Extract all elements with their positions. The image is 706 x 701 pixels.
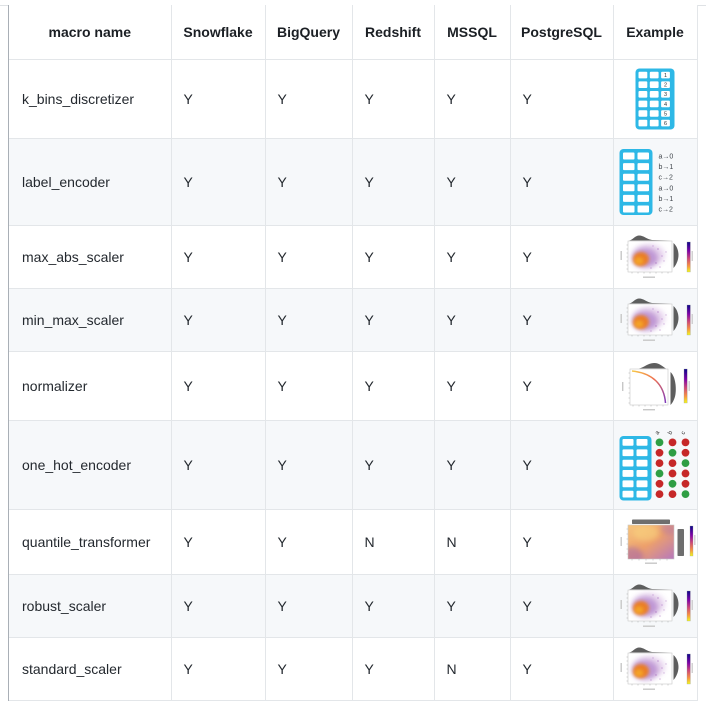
support-cell-postgresql: Y: [510, 139, 613, 226]
svg-text:a→0: a→0: [658, 185, 674, 193]
example-cell: [613, 510, 697, 575]
table-row-min_max_scaler: [9, 289, 697, 352]
support-cell-bigquery: Y: [265, 421, 352, 510]
support-cell-snowflake: Y: [171, 60, 265, 139]
support-cell-mssql: N: [434, 510, 510, 575]
support-cell-mssql: Y: [434, 575, 510, 638]
support-cell-redshift: Y: [352, 421, 434, 510]
support-cell-postgresql: Y: [510, 575, 613, 638]
macro-name-cell: label_encoder: [9, 139, 171, 226]
support-cell-redshift: Y: [352, 60, 434, 139]
svg-text:c→2: c→2: [658, 174, 673, 182]
svg-text:a: a: [654, 430, 662, 436]
scaler-distribution-plot-icon: [618, 234, 694, 280]
support-cell-mssql: Y: [434, 421, 510, 510]
macro-name-cell: quantile_transformer: [9, 510, 171, 575]
scaler-distribution-plot-icon: [618, 646, 694, 692]
one-hot-encoder-example-icon: [619, 429, 691, 501]
support-cell-snowflake: Y: [171, 352, 265, 421]
support-cell-postgresql: Y: [510, 352, 613, 421]
svg-text:5: 5: [663, 111, 668, 118]
k-bins-discretizer-example-icon: [635, 68, 675, 130]
support-cell-snowflake: Y: [171, 139, 265, 226]
table-row-normalizer: [9, 352, 697, 421]
svg-text:c→2: c→2: [658, 206, 673, 214]
table-row-one_hot_encoder: [9, 421, 697, 510]
example-cell: [613, 289, 697, 352]
support-cell-mssql: N: [434, 638, 510, 701]
support-cell-bigquery: Y: [265, 289, 352, 352]
support-cell-postgresql: Y: [510, 510, 613, 575]
svg-text:6: 6: [663, 121, 668, 127]
support-cell-bigquery: Y: [265, 352, 352, 421]
svg-text:b: b: [667, 430, 675, 436]
column-header-redshift: Redshift: [352, 5, 434, 60]
svg-text:b→1: b→1: [658, 195, 674, 203]
support-cell-snowflake: Y: [171, 638, 265, 701]
macro-name-cell: k_bins_discretizer: [9, 60, 171, 139]
header-row: [9, 5, 697, 60]
macro-name-cell: standard_scaler: [9, 638, 171, 701]
macro-name-cell: normalizer: [9, 352, 171, 421]
svg-text:4: 4: [663, 101, 668, 108]
support-cell-mssql: Y: [434, 289, 510, 352]
support-cell-redshift: Y: [352, 226, 434, 289]
example-cell: [613, 226, 697, 289]
column-header-snowflake: Snowflake: [171, 5, 265, 60]
svg-text:b→1: b→1: [658, 164, 674, 172]
label-encoder-example-icon: [619, 147, 691, 217]
support-cell-mssql: Y: [434, 352, 510, 421]
scaler-distribution-plot-icon: [618, 297, 694, 343]
normalizer-arc-plot-icon: [619, 360, 691, 412]
support-cell-bigquery: Y: [265, 139, 352, 226]
support-cell-bigquery: Y: [265, 226, 352, 289]
support-cell-bigquery: Y: [265, 60, 352, 139]
support-cell-snowflake: Y: [171, 289, 265, 352]
svg-text:1: 1: [663, 73, 668, 79]
support-cell-redshift: Y: [352, 139, 434, 226]
table-row-quantile_transformer: [9, 510, 697, 575]
support-cell-redshift: Y: [352, 638, 434, 701]
support-cell-mssql: Y: [434, 139, 510, 226]
macro-name-cell: one_hot_encoder: [9, 421, 171, 510]
table-row-max_abs_scaler: [9, 226, 697, 289]
support-cell-bigquery: Y: [265, 638, 352, 701]
example-cell: [613, 139, 697, 226]
support-cell-postgresql: Y: [510, 226, 613, 289]
macro-support-table-wrap: [8, 5, 698, 701]
support-cell-bigquery: Y: [265, 575, 352, 638]
support-cell-bigquery: Y: [265, 510, 352, 575]
svg-text:2: 2: [663, 82, 668, 89]
support-cell-snowflake: Y: [171, 226, 265, 289]
support-cell-snowflake: Y: [171, 421, 265, 510]
support-cell-postgresql: Y: [510, 638, 613, 701]
table-row-robust_scaler: [9, 575, 697, 638]
support-cell-redshift: N: [352, 510, 434, 575]
column-header-macro: macro name: [9, 5, 171, 60]
scaler-distribution-plot-icon: [618, 583, 694, 629]
example-cell: [613, 421, 697, 510]
support-cell-postgresql: Y: [510, 289, 613, 352]
svg-text:3: 3: [663, 92, 668, 99]
support-cell-redshift: Y: [352, 352, 434, 421]
example-cell: [613, 352, 697, 421]
macro-name-cell: robust_scaler: [9, 575, 171, 638]
example-cell: [613, 60, 697, 139]
support-cell-snowflake: Y: [171, 575, 265, 638]
table-row-standard_scaler: [9, 638, 697, 701]
column-header-example: Example: [613, 5, 697, 60]
support-cell-redshift: Y: [352, 575, 434, 638]
macro-name-cell: max_abs_scaler: [9, 226, 171, 289]
quantile-transformer-plot-icon: [618, 518, 696, 566]
column-header-postgresql: PostgreSQL: [510, 5, 613, 60]
svg-text:a→0: a→0: [658, 153, 674, 161]
example-cell: [613, 638, 697, 701]
support-cell-mssql: Y: [434, 60, 510, 139]
support-cell-postgresql: Y: [510, 421, 613, 510]
macro-name-cell: min_max_scaler: [9, 289, 171, 352]
macro-support-table: [9, 5, 698, 701]
column-header-mssql: MSSQL: [434, 5, 510, 60]
example-cell: [613, 575, 697, 638]
column-header-bigquery: BigQuery: [265, 5, 352, 60]
support-cell-snowflake: Y: [171, 510, 265, 575]
table-row-k_bins_discretizer: [9, 60, 697, 139]
support-cell-mssql: Y: [434, 226, 510, 289]
support-cell-redshift: Y: [352, 289, 434, 352]
svg-text:c: c: [680, 430, 688, 436]
table-row-label_encoder: [9, 139, 697, 226]
support-cell-postgresql: Y: [510, 60, 613, 139]
